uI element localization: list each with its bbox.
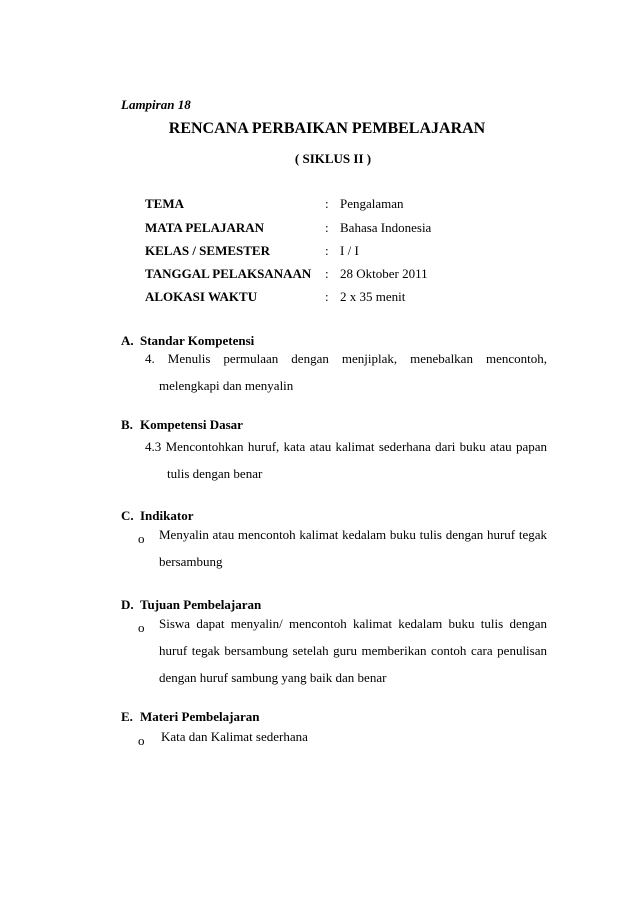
info-label: MATA PELAJARAN xyxy=(145,220,265,235)
cycle-subtitle-text: ( SIKLUS II ) xyxy=(294,151,372,166)
body-line: Kata dan Kalimat sederhana xyxy=(161,729,308,744)
section-title: Tujuan Pembelajaran xyxy=(140,597,262,612)
section-title: Indikator xyxy=(140,508,194,523)
info-value: Bahasa Indonesia xyxy=(340,220,432,235)
body-line: Menyalin atau mencontoh kalimat kedalam buku tulis dengan huruf tegak xyxy=(159,527,547,542)
body-line: dengan huruf sambung yang baik dan benar xyxy=(159,670,387,685)
body-line: huruf tegak bersambung setelah guru memberikan contoh cara penulisan xyxy=(159,643,547,658)
section-b-body xyxy=(145,433,547,487)
section-letter: B. xyxy=(121,417,133,432)
section-title: Kompetensi Dasar xyxy=(140,417,243,432)
info-colon: : xyxy=(325,289,329,304)
document-title-text: RENCANA PERBAIKAN PEMBELAJARAN xyxy=(168,120,486,137)
info-colon: : xyxy=(325,196,329,211)
info-label: TANGGAL PELAKSANAAN xyxy=(145,266,312,281)
info-value: I / I xyxy=(340,243,359,258)
info-label: TEMA xyxy=(145,196,184,211)
info-label: ALOKASI WAKTU xyxy=(145,289,258,304)
appendix-label: Lampiran 18 xyxy=(121,97,191,112)
body-line: Siswa dapat menyalin/ mencontoh kalimat kedalam buku tulis dengan xyxy=(159,616,547,631)
info-colon: : xyxy=(325,220,329,235)
section-a-body xyxy=(145,345,547,399)
body-line: tulis dengan benar xyxy=(167,466,263,481)
info-colon: : xyxy=(325,266,329,281)
info-value: Pengalaman xyxy=(340,196,404,211)
section-b-heading xyxy=(121,417,243,433)
body-line: melengkapi dan menyalin xyxy=(159,378,294,393)
body-line: bersambung xyxy=(159,554,223,569)
cycle-subtitle xyxy=(0,151,638,167)
body-line: 4.3 Mencontohkan huruf, kata atau kalimat sederhana dari buku atau papan xyxy=(145,439,547,454)
section-letter: C. xyxy=(121,508,134,523)
section-letter: D. xyxy=(121,597,134,612)
section-c-body xyxy=(159,521,547,575)
section-letter: E. xyxy=(121,709,133,724)
body-line: 4. Menulis permulaan dengan menjiplak, menebalkan mencontoh, xyxy=(145,351,547,366)
section-title: Materi Pembelajaran xyxy=(140,709,260,724)
bullet-marker: o xyxy=(138,733,145,748)
bullet-marker: o xyxy=(138,620,145,635)
info-value: 2 x 35 menit xyxy=(340,289,406,304)
document-title xyxy=(0,120,638,138)
info-colon: : xyxy=(325,243,329,258)
info-value: 28 Oktober 2011 xyxy=(340,266,428,281)
section-title: Standar Kompetensi xyxy=(140,333,255,348)
section-e-body xyxy=(161,723,549,750)
info-label: KELAS / SEMESTER xyxy=(145,243,270,258)
section-letter: A. xyxy=(121,333,134,348)
bullet-marker: o xyxy=(138,531,145,546)
section-d-body xyxy=(159,610,547,691)
